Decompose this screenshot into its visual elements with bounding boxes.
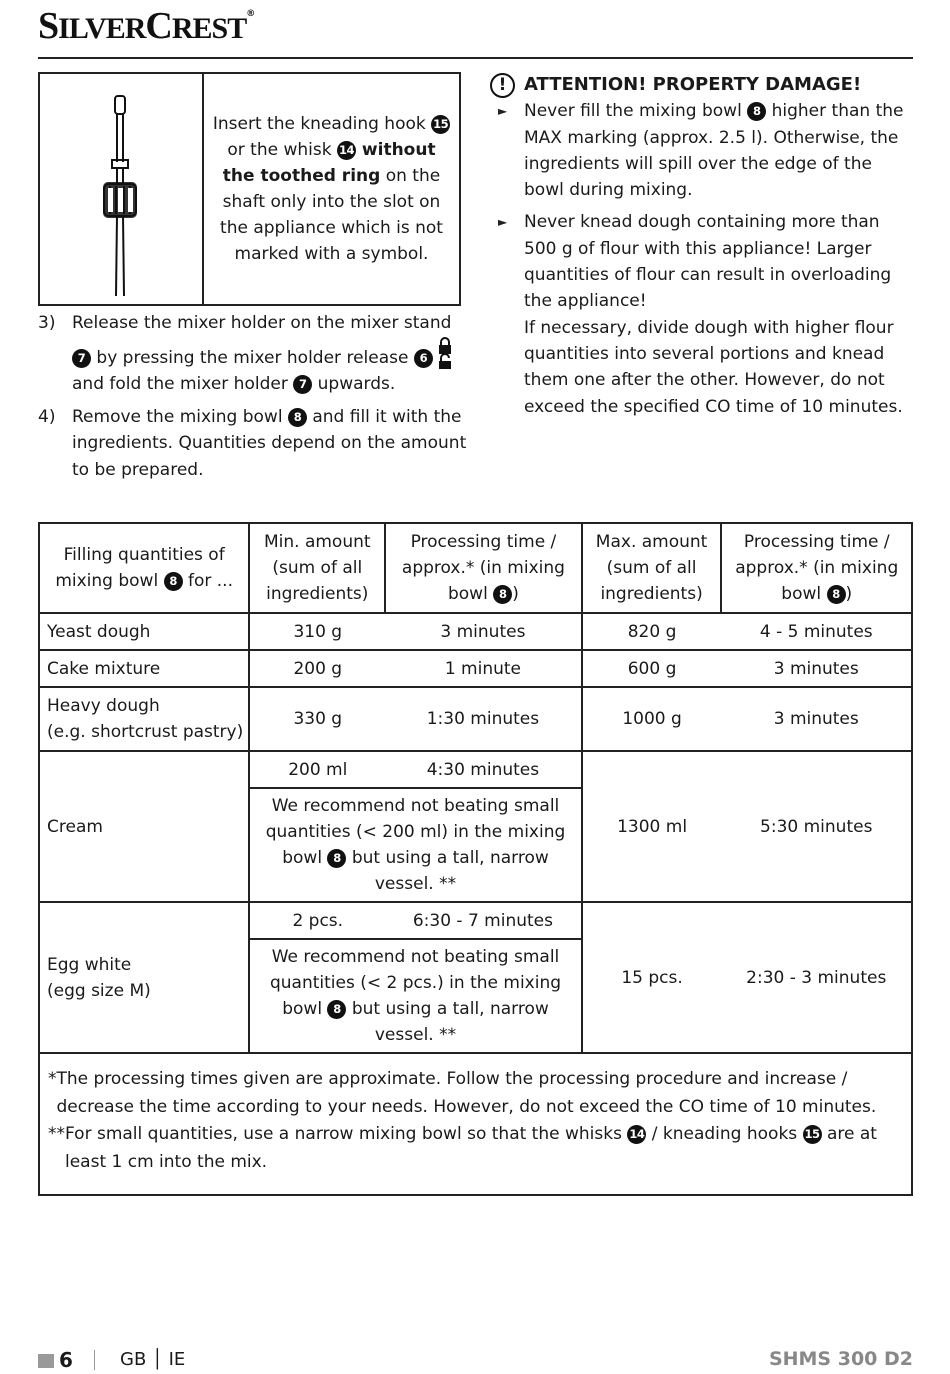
text: For small quantities, use a narrow mixing bowl so that the whisks — [65, 1124, 628, 1144]
header-filling — [39, 523, 249, 613]
text: for ... — [182, 571, 233, 591]
lock-icon — [437, 337, 453, 369]
number-badge: 6 — [414, 349, 433, 368]
arrow-bullet-icon: ► — [498, 104, 508, 119]
text: and fill it with the ingredients. Quantities depend on the amount to be prepared. — [72, 406, 467, 480]
text: and fold the mixer holder — [72, 374, 294, 394]
header-max-amount: Max. amount (sum of all ingredients) — [582, 523, 722, 613]
table-cell: 2 pcs. — [249, 902, 385, 939]
table-cell: 1000 g — [582, 687, 722, 751]
text: REST — [171, 12, 247, 45]
text: or the whisk — [227, 140, 337, 160]
number-badge: 8 — [288, 408, 307, 427]
text: Heavy dough — [47, 696, 160, 716]
text: but using a tall, narrow vessel. ** — [346, 999, 549, 1045]
text: Remove the mixing bowl — [72, 406, 288, 427]
table-cell: 310 g — [249, 613, 385, 650]
text: 3) — [38, 313, 56, 333]
text: by pressing the mixer holder release — [91, 347, 414, 368]
text: 4) — [38, 406, 56, 427]
table-cell — [39, 902, 249, 1053]
text: Filling quantities of mixing bowl — [55, 545, 225, 591]
figure-caption — [204, 74, 459, 304]
number-badge: 8 — [493, 585, 512, 604]
text: upwards. — [312, 374, 396, 394]
figure-box — [38, 72, 461, 306]
text: If necessary, divide dough with higher flour quantities into several portions and knead them one after the other. However, do not exceed the specified CO time of 10 minutes. — [524, 317, 903, 417]
attention-title — [490, 72, 915, 98]
table-cell — [249, 939, 581, 1053]
table-cell: 2:30 - 3 minutes — [721, 902, 912, 1053]
text: Processing time / approx.* (in mixing bowl — [401, 532, 565, 604]
step-4 — [38, 404, 468, 484]
text: / kneading hooks — [646, 1124, 803, 1144]
table-cell: 1300 ml — [582, 751, 722, 902]
number-badge: 8 — [747, 102, 766, 121]
number-badge: 15 — [803, 1125, 822, 1144]
text: (e.g. shortcrust pastry) — [47, 722, 244, 742]
page-marker-icon — [38, 1354, 54, 1368]
header-rule — [38, 57, 913, 59]
country-codes: GB │ IE — [120, 1349, 186, 1370]
text: Egg white — [47, 954, 132, 975]
text: Never knead dough containing more than 500 g of flour with this appliance! Larger quantities of flour can result in overloading the appliance! — [524, 212, 892, 312]
badge-14: 14 — [337, 141, 356, 160]
table-cell: Yeast dough — [39, 613, 249, 650]
table-cell: 330 g — [249, 687, 385, 751]
table-cell: Cake mixture — [39, 650, 249, 687]
table-cell: 200 g — [249, 650, 385, 687]
footer-divider — [94, 1350, 95, 1370]
number-badge: 14 — [627, 1125, 646, 1144]
number-badge: 8 — [327, 1000, 346, 1019]
table-cell: 820 g — [582, 613, 722, 650]
text: Never fill the mixing bowl — [524, 101, 748, 122]
badge-15: 15 — [431, 115, 450, 134]
footnote-1 — [48, 1066, 903, 1121]
header-min-time — [385, 523, 581, 613]
table-header-row — [39, 523, 912, 613]
brand-logo: SILVERCREST® — [38, 5, 255, 47]
arrow-bullet-icon: ► — [498, 215, 508, 230]
kneading-hook-icon — [40, 74, 204, 304]
table-cell: Cream — [39, 751, 249, 902]
table-cell — [39, 687, 249, 751]
page-footer — [38, 1346, 913, 1374]
table-cell: 1 minute — [385, 650, 581, 687]
number-badge: 8 — [327, 849, 346, 868]
text: without the toothed ring — [222, 140, 436, 186]
table-cell: 5:30 minutes — [721, 751, 912, 902]
header-max-time — [721, 523, 912, 613]
table-cell: 4 - 5 minutes — [721, 613, 912, 650]
text: ) — [845, 584, 853, 604]
table-row — [39, 751, 912, 788]
attention-bullet — [490, 209, 915, 419]
text: higher than the MAX marking (approx. 2.5 l). Otherwise, the ingredients will spill over the edge of the bowl during mixing. — [524, 101, 904, 201]
text: are at least 1 cm into the mix. — [65, 1124, 877, 1172]
footnote-2 — [48, 1121, 903, 1176]
quantities-table — [38, 522, 913, 1196]
text: ) — [512, 584, 519, 604]
table-cell: 600 g — [582, 650, 722, 687]
text: * — [48, 1069, 57, 1089]
text — [524, 98, 915, 203]
text: The processing times given are approximate. Follow the processing procedure and increase / decrease the time according to your needs. However, do not exceed the CO time of 10 minutes. — [56, 1069, 877, 1117]
text — [65, 1121, 903, 1176]
text — [212, 111, 451, 267]
text: Insert the kneading hook — [212, 114, 432, 134]
text: ** — [48, 1124, 65, 1144]
text: We recommend not beating small quantities (< 2 pcs.) in the mixing bowl — [269, 947, 562, 1019]
attention-bullet — [490, 98, 915, 203]
table-row — [39, 613, 912, 650]
table-cell — [249, 788, 581, 902]
number-badge: 7 — [72, 349, 91, 368]
table-cell: 200 ml — [249, 751, 385, 788]
header-min-amount: Min. amount (sum of all ingredients) — [249, 523, 385, 613]
text: ILVER — [58, 12, 146, 45]
table-footnotes — [39, 1053, 912, 1195]
text: Release the mixer holder on the mixer stand — [72, 313, 452, 333]
table-cell: 3 minutes — [385, 613, 581, 650]
table-cell: 3 minutes — [721, 687, 912, 751]
text: C — [145, 5, 172, 47]
table-row — [39, 687, 912, 751]
table-cell: 4:30 minutes — [385, 751, 581, 788]
text: Processing time / approx.* (in mixing bowl — [735, 532, 899, 604]
step-3 — [38, 310, 468, 398]
table-row — [39, 650, 912, 687]
model-number: SHMS 300 D2 — [768, 1348, 913, 1370]
number-badge: 7 — [293, 375, 312, 394]
text — [72, 404, 468, 484]
table-row — [39, 902, 912, 939]
number-badge: 8 — [827, 585, 846, 604]
instruction-steps — [38, 310, 468, 489]
table-cell — [39, 1053, 912, 1195]
text: on the shaft only into the slot on the appliance which is not marked with a symbol. — [220, 166, 443, 264]
text: (egg size M) — [47, 980, 151, 1001]
text: ATTENTION! PROPERTY DAMAGE! — [524, 74, 862, 95]
warning-icon: ! — [490, 73, 515, 98]
text: We recommend not beating small quantities (< 200 ml) in the mixing bowl — [265, 796, 566, 868]
page-number: 6 — [59, 1348, 73, 1372]
text — [524, 209, 915, 419]
table-cell: 15 pcs. — [582, 902, 722, 1053]
attention-warning — [490, 72, 915, 420]
kneading-hook-illustration — [40, 74, 204, 304]
number-badge: 8 — [164, 572, 183, 591]
table-cell: 6:30 - 7 minutes — [385, 902, 581, 939]
table-cell: 1:30 minutes — [385, 687, 581, 751]
text: but using a tall, narrow vessel. ** — [346, 848, 549, 894]
table-cell: 3 minutes — [721, 650, 912, 687]
text — [72, 310, 468, 398]
text: S — [38, 5, 59, 47]
